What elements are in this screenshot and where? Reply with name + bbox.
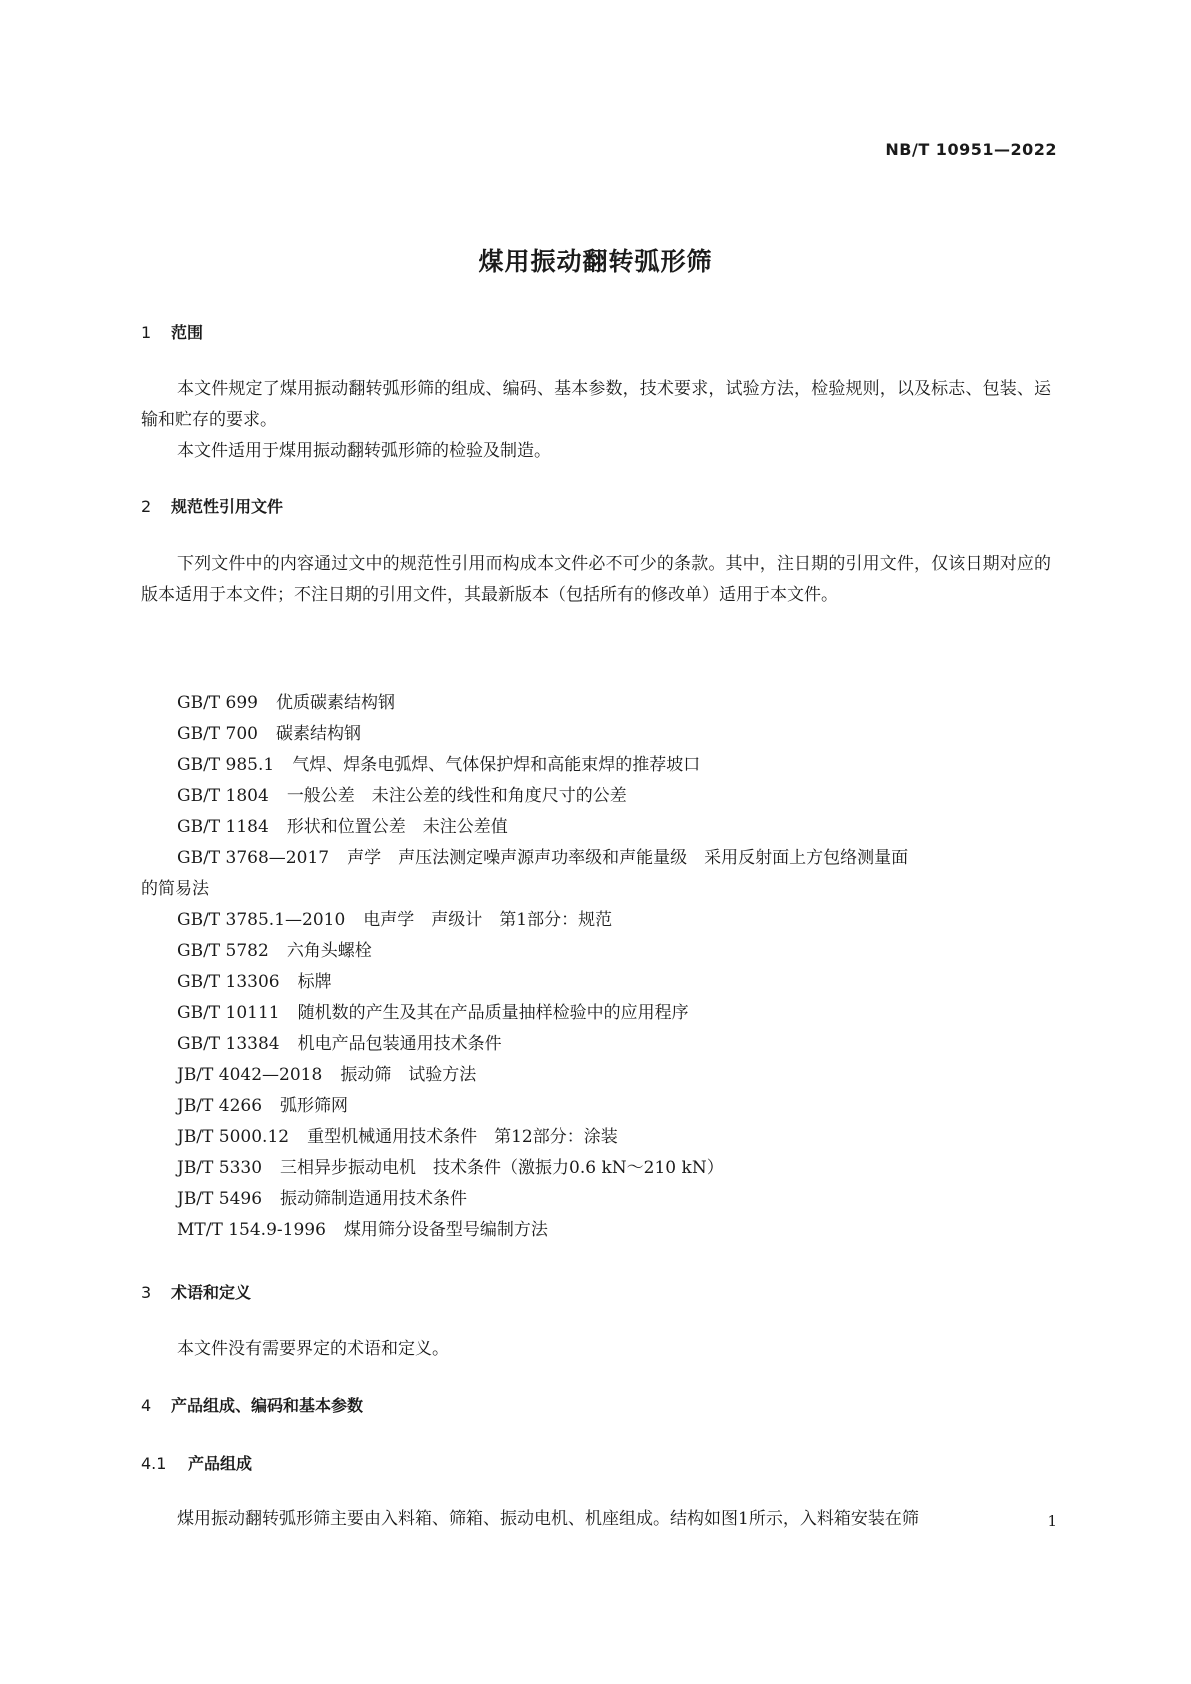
reference-item	[141, 967, 1051, 998]
reference-item	[141, 719, 1051, 750]
reference-title: 优质碳素结构钢	[276, 693, 395, 713]
section-number: 1	[141, 323, 152, 342]
reference-item	[141, 812, 1051, 843]
reference-item	[141, 843, 1051, 905]
reference-code: GB/T 10111	[177, 1003, 280, 1023]
section-4-heading	[141, 1395, 363, 1417]
subsection-title: 产品组成	[188, 1454, 253, 1473]
reference-title: 振动筛 试验方法	[340, 1065, 477, 1085]
reference-item	[141, 1184, 1051, 1215]
reference-item	[141, 1060, 1051, 1091]
reference-title: 重型机械通用技术条件 第12部分：涂装	[307, 1127, 618, 1147]
reference-item	[141, 688, 1051, 719]
reference-item	[141, 1091, 1051, 1122]
section-title: 范围	[171, 323, 204, 342]
reference-title: 声学 声压法测定噪声源声功率级和声能量级 采用反射面上方包络测量面	[347, 848, 909, 868]
reference-list	[141, 688, 1051, 1246]
reference-code: GB/T 13384	[177, 1034, 280, 1054]
reference-code: GB/T 985.1	[177, 755, 275, 775]
reference-code: GB/T 1184	[177, 817, 269, 837]
reference-title: 煤用筛分设备型号编制方法	[343, 1220, 548, 1240]
section-title: 术语和定义	[171, 1283, 252, 1302]
reference-title: 振动筛制造通用技术条件	[280, 1189, 468, 1209]
reference-code: JB/T 5330	[177, 1158, 263, 1178]
section-1-paragraph-2: 本文件适用于煤用振动翻转弧形筛的检验及制造。	[177, 441, 551, 461]
reference-code: GB/T 699	[177, 693, 258, 713]
reference-code: MT/T 154.9-1996	[177, 1220, 326, 1240]
reference-title: 机电产品包装通用技术条件	[297, 1034, 502, 1054]
section-title: 规范性引用文件	[171, 497, 284, 516]
reference-title: 标牌	[297, 972, 332, 992]
section-2-intro: 下列文件中的内容通过文中的规范性引用而构成本文件必不可少的条款。其中，注日期的引用文件，仅该日期对应的版本适用于本文件；不注日期的引用文件，其最新版本（包括所有的修改单）适用于本文件。	[141, 554, 1051, 605]
reference-code: JB/T 4042—2018	[177, 1065, 323, 1085]
document-title: 煤用振动翻转弧形筛	[478, 247, 713, 276]
reference-code: JB/T 5496	[177, 1189, 263, 1209]
reference-title: 电声学 声级计 第1部分：规范	[363, 910, 613, 930]
reference-item	[141, 1029, 1051, 1060]
subsection-4-1-paragraph: 煤用振动翻转弧形筛主要由入料箱、筛箱、振动电机、机座组成。结构如图1所示，入料箱安装在筛	[177, 1509, 919, 1529]
reference-code: GB/T 3768—2017	[177, 848, 330, 868]
reference-item	[141, 905, 1051, 936]
reference-title: 碳素结构钢	[276, 724, 361, 744]
page-number: 1	[1047, 1512, 1057, 1530]
reference-code: GB/T 13306	[177, 972, 280, 992]
reference-code: GB/T 700	[177, 724, 258, 744]
section-3-heading	[141, 1282, 251, 1304]
section-2-heading	[141, 496, 283, 518]
reference-title: 气焊、焊条电弧焊、气体保护焊和高能束焊的推荐坡口	[292, 755, 701, 775]
reference-title: 形状和位置公差 未注公差值	[286, 817, 508, 837]
section-number: 2	[141, 497, 152, 516]
reference-code: GB/T 3785.1—2010	[177, 910, 346, 930]
reference-item	[141, 936, 1051, 967]
section-number: 4	[141, 1396, 152, 1415]
reference-item	[141, 781, 1051, 812]
reference-title: 随机数的产生及其在产品质量抽样检验中的应用程序	[297, 1003, 689, 1023]
reference-code: GB/T 5782	[177, 941, 269, 961]
reference-title: 一般公差 未注公差的线性和角度尺寸的公差	[286, 786, 627, 806]
subsection-number: 4.1	[141, 1454, 167, 1473]
subsection-4-1-heading	[141, 1453, 252, 1475]
reference-code: GB/T 1804	[177, 786, 269, 806]
reference-item	[141, 750, 1051, 781]
reference-title: 弧形筛网	[280, 1096, 349, 1116]
reference-code: JB/T 5000.12	[177, 1127, 290, 1147]
reference-title: 三相异步振动电机 技术条件（激振力0.6 kN～210 kN）	[280, 1158, 724, 1178]
reference-item	[141, 1153, 1051, 1184]
reference-title: 六角头螺栓	[286, 941, 372, 961]
section-3-paragraph-1: 本文件没有需要界定的术语和定义。	[177, 1339, 449, 1359]
standard-number: NB/T 10951—2022	[885, 140, 1057, 159]
reference-item	[141, 1215, 1051, 1246]
section-1-paragraph-1: 本文件规定了煤用振动翻转弧形筛的组成、编码、基本参数，技术要求，试验方法，检验规则，以及标志、包装、运输和贮存的要求。	[141, 379, 1051, 430]
reference-title-continuation: 的简易法	[141, 879, 209, 899]
reference-item	[141, 1122, 1051, 1153]
reference-code: JB/T 4266	[177, 1096, 263, 1116]
section-number: 3	[141, 1283, 152, 1302]
section-title: 产品组成、编码和基本参数	[171, 1396, 364, 1415]
reference-item	[141, 998, 1051, 1029]
section-1-heading	[141, 322, 203, 344]
